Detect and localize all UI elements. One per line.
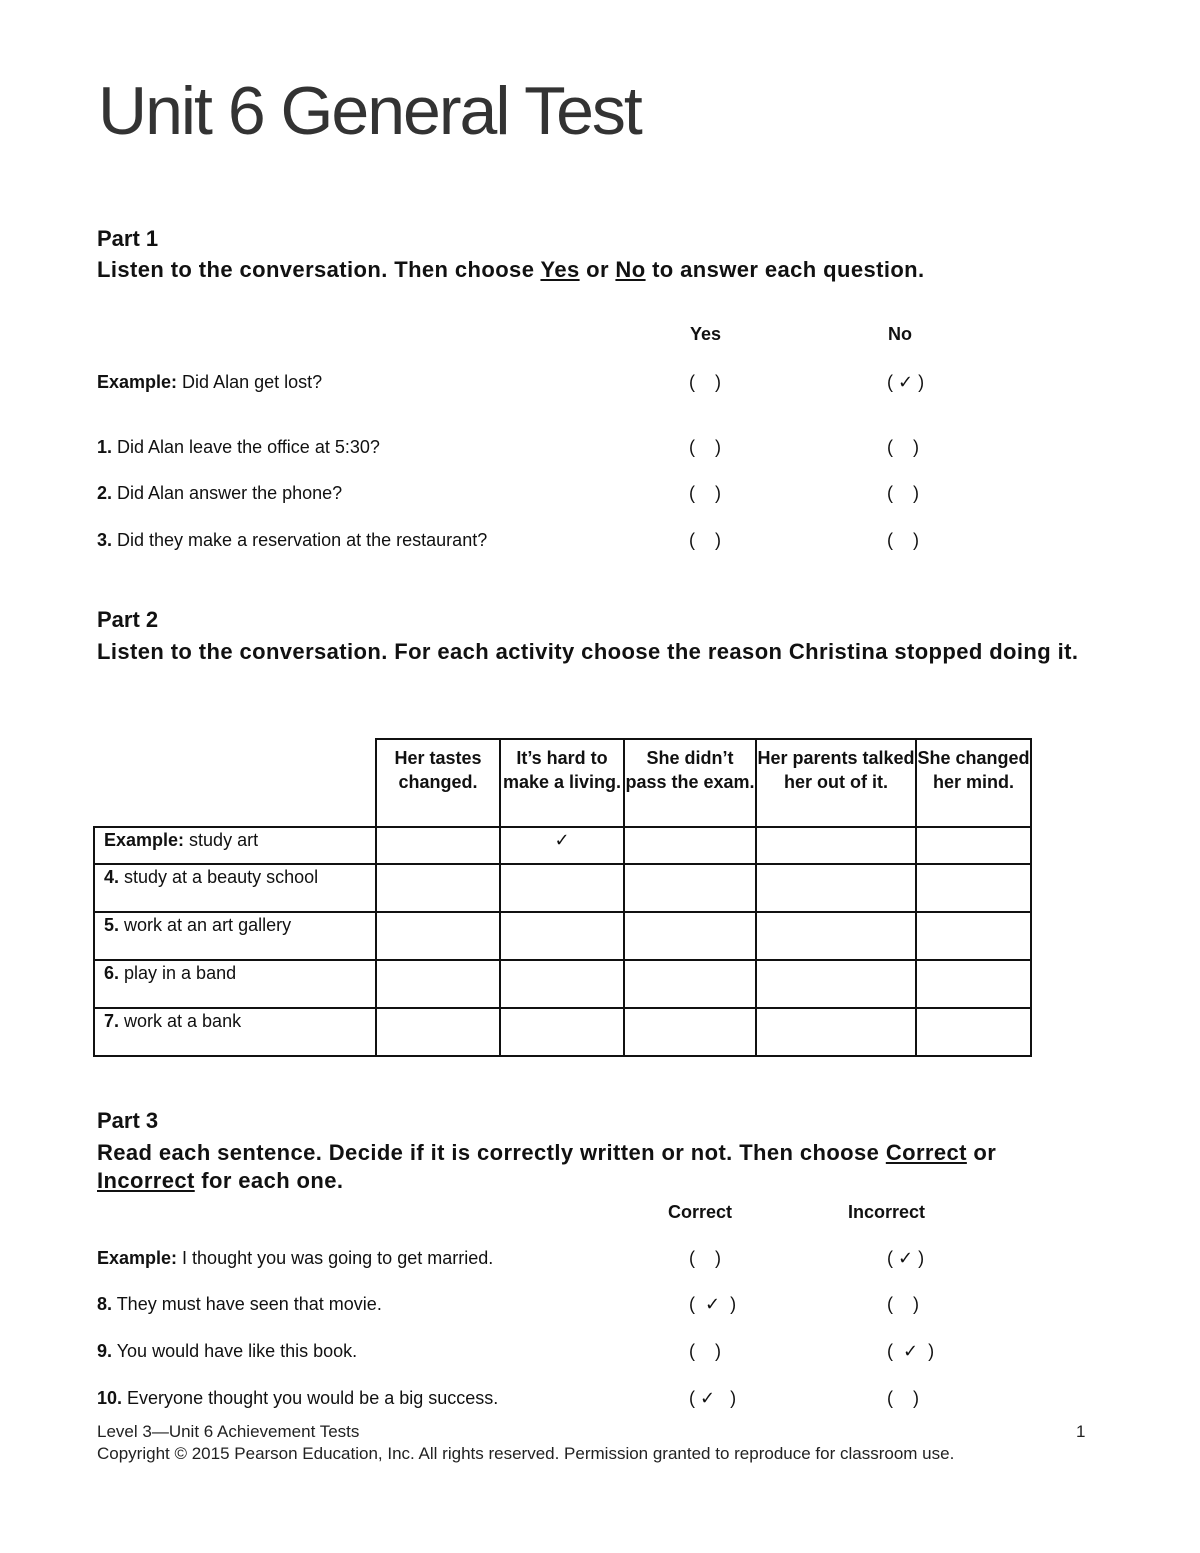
answer-cell[interactable]: [916, 864, 1031, 912]
part3-col-incorrect: Incorrect: [848, 1202, 926, 1222]
page-title: Unit 6 General Test: [98, 73, 641, 149]
row-label: 7. work at a bank: [94, 1008, 376, 1056]
answer-cell[interactable]: [756, 827, 916, 864]
answer-cell[interactable]: [624, 912, 756, 960]
part1-example-question: Example: Did Alan get lost?: [97, 372, 323, 392]
table-row: [94, 960, 1031, 1008]
part1-q3-yes-option[interactable]: ( ): [689, 530, 721, 550]
answer-cell[interactable]: [500, 912, 624, 960]
answer-cell[interactable]: [500, 1008, 624, 1056]
row-label: 4. study at a beauty school: [94, 864, 376, 912]
page-number: 1: [1076, 1422, 1086, 1441]
answer-cell[interactable]: [916, 912, 1031, 960]
part3-example-correct-option[interactable]: ( ): [689, 1248, 721, 1268]
part1-q1-no-option[interactable]: ( ): [887, 437, 919, 457]
answer-cell[interactable]: [376, 912, 500, 960]
part1-col-no: No: [888, 324, 912, 344]
answer-cell[interactable]: [756, 864, 916, 912]
answer-cell[interactable]: [916, 827, 1031, 864]
table-corner: [94, 739, 376, 827]
part3-s10-incorrect-option[interactable]: ( ): [887, 1388, 919, 1408]
part3-sentence-10: 10. Everyone thought you would be a big success.: [97, 1388, 499, 1408]
footer-copyright: Copyright © 2015 Pearson Education, Inc. All rights reserved. Permission granted to reproduce for classroom use.: [97, 1444, 955, 1463]
table-row: [94, 827, 1031, 864]
part1-q1-yes-option[interactable]: ( ): [689, 437, 721, 457]
column-header: She changed her mind.: [916, 739, 1031, 827]
footer-level: Level 3—Unit 6 Achievement Tests: [97, 1422, 360, 1441]
part3-sentence-9: 9. You would have like this book.: [97, 1341, 358, 1361]
answer-cell[interactable]: [376, 960, 500, 1008]
part3-heading: Part 3: [97, 1108, 159, 1133]
row-label: Example: study art: [94, 827, 376, 864]
table-row: [94, 864, 1031, 912]
part1-q3-no-option[interactable]: ( ): [887, 530, 919, 550]
column-header: She didn’t pass the exam.: [624, 739, 756, 827]
part3-instruction: Read each sentence. Decide if it is correctly written or not. Then choose Correct or Incorrect for each one.: [97, 1140, 997, 1193]
part1-col-yes: Yes: [690, 324, 722, 344]
answer-cell[interactable]: [376, 864, 500, 912]
answer-cell[interactable]: [500, 960, 624, 1008]
part1-example-no-option[interactable]: ( ✓ ): [887, 372, 925, 392]
answer-cell[interactable]: [756, 1008, 916, 1056]
answer-cell[interactable]: [500, 864, 624, 912]
answer-cell[interactable]: ✓: [500, 827, 624, 864]
part3-example-sentence: Example: I thought you was going to get married.: [97, 1248, 494, 1268]
part3-s8-incorrect-option[interactable]: ( ): [887, 1294, 919, 1314]
answer-cell[interactable]: [376, 827, 500, 864]
answer-cell[interactable]: [916, 960, 1031, 1008]
row-label: 6. play in a band: [94, 960, 376, 1008]
part2-activity-table: [93, 738, 1032, 1057]
part3-sentence-8: 8. They must have seen that movie.: [97, 1294, 382, 1314]
part1-question-1: 1. Did Alan leave the office at 5:30?: [97, 437, 380, 457]
table-row: [94, 912, 1031, 960]
part1-question-3: 3. Did they make a reservation at the restaurant?: [97, 530, 488, 550]
part3-col-correct: Correct: [668, 1202, 733, 1222]
part3-s9-incorrect-option[interactable]: ( ✓ ): [887, 1341, 935, 1361]
part1-q2-yes-option[interactable]: ( ): [689, 483, 721, 503]
column-header: Her parents talked her out of it.: [756, 739, 916, 827]
part2-instruction: Listen to the conversation. For each activity choose the reason Christina stopped doing it.: [97, 639, 1079, 664]
answer-cell[interactable]: [916, 1008, 1031, 1056]
column-header: It’s hard to make a living.: [500, 739, 624, 827]
column-header: Her tastes changed.: [376, 739, 500, 827]
answer-cell[interactable]: [624, 827, 756, 864]
answer-cell[interactable]: [624, 960, 756, 1008]
part1-example-yes-option[interactable]: ( ): [689, 372, 721, 392]
answer-cell[interactable]: [756, 912, 916, 960]
part2-heading: Part 2: [97, 607, 159, 632]
part1-question-2: 2. Did Alan answer the phone?: [97, 483, 343, 503]
part1-instruction: Listen to the conversation. Then choose Yes or No to answer each question.: [97, 257, 925, 282]
answer-cell[interactable]: [376, 1008, 500, 1056]
answer-cell[interactable]: [624, 1008, 756, 1056]
part1-q2-no-option[interactable]: ( ): [887, 483, 919, 503]
part1-heading: Part 1: [97, 226, 159, 251]
answer-cell[interactable]: [756, 960, 916, 1008]
part3-s9-correct-option[interactable]: ( ): [689, 1341, 721, 1361]
table-row: [94, 1008, 1031, 1056]
row-label: 5. work at an art gallery: [94, 912, 376, 960]
answer-cell[interactable]: [624, 864, 756, 912]
part3-example-incorrect-option[interactable]: ( ✓ ): [887, 1248, 925, 1268]
part3-s10-correct-option[interactable]: ( ✓ ): [689, 1388, 737, 1408]
part3-s8-correct-option[interactable]: ( ✓ ): [689, 1294, 737, 1314]
